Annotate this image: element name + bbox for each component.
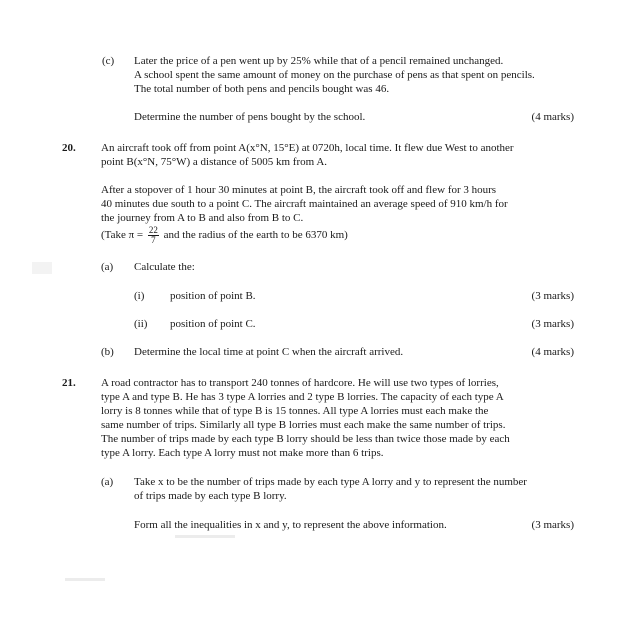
q21-line-2: type A and type B. He has 3 type A lorries and 2 type B lorries. The capacity of each type A [101,391,504,403]
q19c-label: (c) [102,55,115,67]
q19c-line-1: Later the price of a pen went up by 25% while that of a pencil remained unchanged. [134,55,504,67]
q20b-text: Determine the local time at point C when the aircraft arrived. [134,346,404,358]
q21a-line-1: Take x to be the number of trips made by each type A lorry and y to represent the number [134,476,527,488]
q19c-line-2: A school spent the same amount of money on the purchase of pens as that spent on pencils. [134,69,535,81]
q20-para-line-1: After a stopover of 1 hour 30 minutes at point B, the aircraft took off and flew for 3 hours [101,184,497,196]
q21-line-6: type A lorry. Each type A lorry must not make more than 6 trips. [101,447,384,459]
q21a-label: (a) [101,476,114,488]
q20ai-marks: (3 marks) [531,290,574,302]
q20-take-prefix: (Take π = [101,229,144,242]
q21-line-5: The number of trips made by each type B lorry should be less than twice those made by each [101,433,510,445]
scan-smudge-3 [65,578,105,581]
q20-take-line [101,226,348,245]
q20aii-text: position of point C. [170,318,256,330]
q20-number: 20. [62,142,76,154]
q20b-marks: (4 marks) [531,346,574,358]
q20b-label: (b) [101,346,114,358]
q20-intro-line-1: An aircraft took off from point A(x°N, 15°E) at 0720h, local time. It flew due West to another [101,142,514,154]
q20ai-label: (i) [134,290,145,302]
scan-smudge [32,262,52,274]
q20-take-suffix: and the radius of the earth to be 6370 km) [163,229,348,242]
pi-fraction [148,226,159,245]
q21a-line-2: of trips made by each type B lorry. [134,490,287,502]
scan-smudge-2 [175,535,235,538]
q20-para-line-2: 40 minutes due south to a point C. The aircraft maintained an average speed of 910 km/h for [101,198,508,210]
q20a-text: Calculate the: [134,261,195,273]
q20ai-text: position of point B. [170,290,256,302]
q19c-line-3: The total number of both pens and pencils bought was 46. [134,83,390,95]
q19c-marks: (4 marks) [531,111,574,123]
q21-line-1: A road contractor has to transport 240 tonnes of hardcore. He will use two types of lorries, [101,377,499,389]
q20aii-marks: (3 marks) [531,318,574,330]
q19c-task: Determine the number of pens bought by the school. [134,111,366,123]
q20-para-line-3: the journey from A to B and also from B to C. [101,212,304,224]
pi-numerator: 22 [148,225,158,235]
q20a-label: (a) [101,261,114,273]
q21-line-3: lorry is 8 tonnes while that of type B is 15 tonnes. All type A lorries must each make the [101,405,489,417]
pi-denominator: 7 [151,235,156,245]
q21-line-4: same number of trips. Similarly all type B lorries must each make the same number of trips. [101,419,506,431]
q20-intro-line-2: point B(x°N, 75°W) a distance of 5005 km from A. [101,156,328,168]
q21-form-marks: (3 marks) [531,519,574,531]
q21-form-text: Form all the inequalities in x and y, to represent the above information. [134,519,447,531]
q20aii-label: (ii) [134,318,148,330]
q21-number: 21. [62,377,76,389]
